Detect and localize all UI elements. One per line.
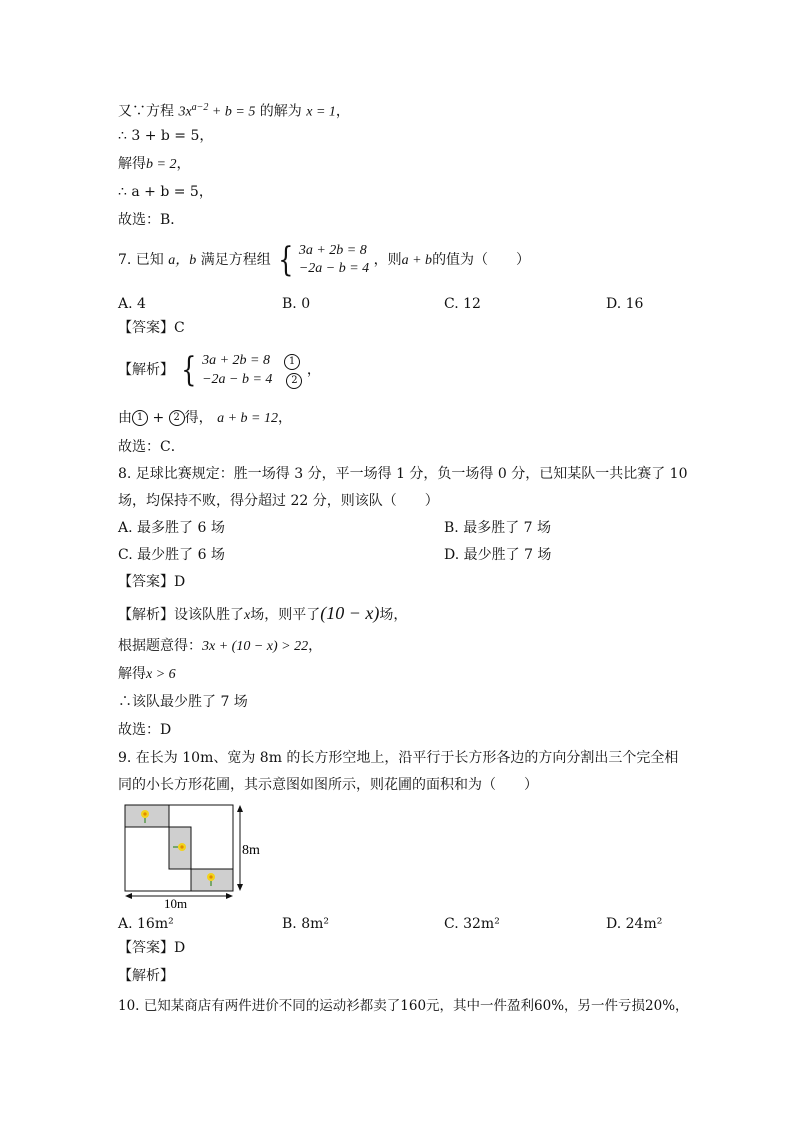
text: ， (308, 638, 323, 654)
q9-option-a: A. 16m² (118, 916, 174, 932)
math: 3x (178, 104, 192, 120)
circled-number-2: 2 (169, 410, 185, 426)
text: 场，则平了 (250, 607, 321, 623)
q7-option-b: B. 0 (282, 296, 311, 312)
text: 的值为（ ） (432, 252, 531, 268)
q7-step (118, 408, 292, 429)
math: a，b (168, 253, 197, 268)
circled-number-2: 2 (286, 373, 302, 389)
brace: { (181, 350, 197, 390)
q8-analysis-line-5: 故选：D (118, 722, 172, 738)
q9-option-c: C. 32m² (444, 916, 500, 932)
q8-option-b: B. 最多胜了 7 场 (444, 520, 551, 536)
text: + (148, 410, 169, 426)
q9-answer: 【答案】D (118, 940, 186, 956)
math: b = 2 (146, 157, 177, 172)
math: (10 − x) (320, 603, 380, 623)
brace: { (278, 240, 294, 280)
text: 解得 (118, 156, 146, 172)
math: a + b = 12 (217, 411, 278, 426)
q8-analysis-line-4: ∴该队最少胜了 7 场 (118, 694, 248, 710)
text: 满足方程组 (200, 252, 271, 268)
text: 由 (118, 410, 132, 426)
q8-option-a: A. 最多胜了 6 场 (118, 520, 225, 536)
equation-2: −2a − b = 4 (298, 261, 370, 276)
text: ， (306, 362, 321, 378)
q7-analysis (118, 350, 321, 390)
math: + b = 5 (208, 104, 256, 120)
q8-option-d: D. 最少胜了 7 场 (444, 547, 552, 563)
circled-number-1: 1 (132, 410, 148, 426)
text: 根据题意得： (118, 638, 202, 654)
q9-analysis: 【解析】 (118, 968, 174, 984)
q7-choose: 故选：C． (118, 439, 185, 455)
q6-line-5: 故选：B． (118, 212, 185, 228)
circled-number-1: 1 (284, 354, 300, 370)
equation-2: −2a − b = 4 (202, 372, 273, 387)
equation-system (275, 242, 369, 278)
q9-option-d: D. 24m² (606, 916, 663, 932)
q6-line-4: ∴ a + b = 5， (118, 184, 213, 200)
q8-option-c: C. 最少胜了 6 场 (118, 547, 225, 563)
equation-1: 3a + 2b = 8 (298, 243, 367, 258)
text: ，则 (373, 252, 402, 268)
text: 设该队胜了 (174, 607, 244, 623)
text: 场， (379, 607, 408, 623)
q6-line-1 (118, 98, 350, 123)
text: 的解为 (259, 103, 302, 120)
q9-option-b: B. 8m² (282, 916, 329, 932)
q6-line-2: ∴ 3 + b = 5， (118, 128, 214, 144)
math: 3x + (10 − x) > 22 (202, 639, 309, 654)
q8-question-line-2: 场，均保持不败，得分超过 22 分，则该队（ ） (118, 493, 439, 509)
text: 得， (184, 410, 213, 426)
text: ， (278, 410, 292, 426)
text: 又∵方程 (118, 103, 174, 120)
garden-figure (118, 800, 268, 908)
math: x > 6 (146, 667, 176, 682)
q8-analysis-line-1 (118, 603, 407, 626)
q7-answer: 【答案】C (118, 320, 185, 336)
text: ， (176, 156, 191, 172)
q9-question-line-2: 同的小长方形花圃，其示意图如图所示，则花圃的面积和为（ ） (118, 777, 538, 793)
q7-question (118, 240, 530, 281)
height-label: 8m (242, 843, 260, 858)
math: x = 1 (306, 104, 336, 120)
text: 解得 (118, 666, 146, 682)
q6-line-3 (118, 154, 190, 175)
math: x (244, 608, 251, 623)
q8-answer: 【答案】D (118, 574, 186, 590)
q7-option-c: C. 12 (444, 296, 481, 312)
equation-system (178, 351, 302, 389)
q9-question-line-1: 9. 在长为 10m、宽为 8m 的长方形空地上，沿平行于长方形各边的方向分割出三个完全相 (118, 750, 679, 766)
math-sup: a−2 (191, 102, 209, 113)
text: 7. 已知 (118, 252, 164, 268)
q7-option-d: D. 16 (606, 296, 644, 312)
math: a + b (401, 253, 433, 268)
analysis-label: 【解析】 (118, 607, 174, 623)
analysis-label: 【解析】 (118, 362, 174, 378)
q8-analysis-line-2 (118, 636, 322, 657)
width-label: 10m (164, 896, 188, 908)
q8-question-line-1: 8. 足球比赛规定：胜一场得 3 分，平一场得 1 分，负一场得 0 分，已知某队一共比赛了 10 (118, 466, 688, 482)
text: ， (335, 103, 350, 120)
equation-1: 3a + 2b = 8 (202, 353, 270, 368)
q7-option-a: A. 4 (118, 296, 146, 312)
q8-analysis-line-3 (118, 664, 176, 685)
q10-question-line-1: 10. 已知某商店有两件进价不同的运动衫都卖了160元，其中一件盈利60%，另一件亏损20%， (118, 998, 689, 1014)
